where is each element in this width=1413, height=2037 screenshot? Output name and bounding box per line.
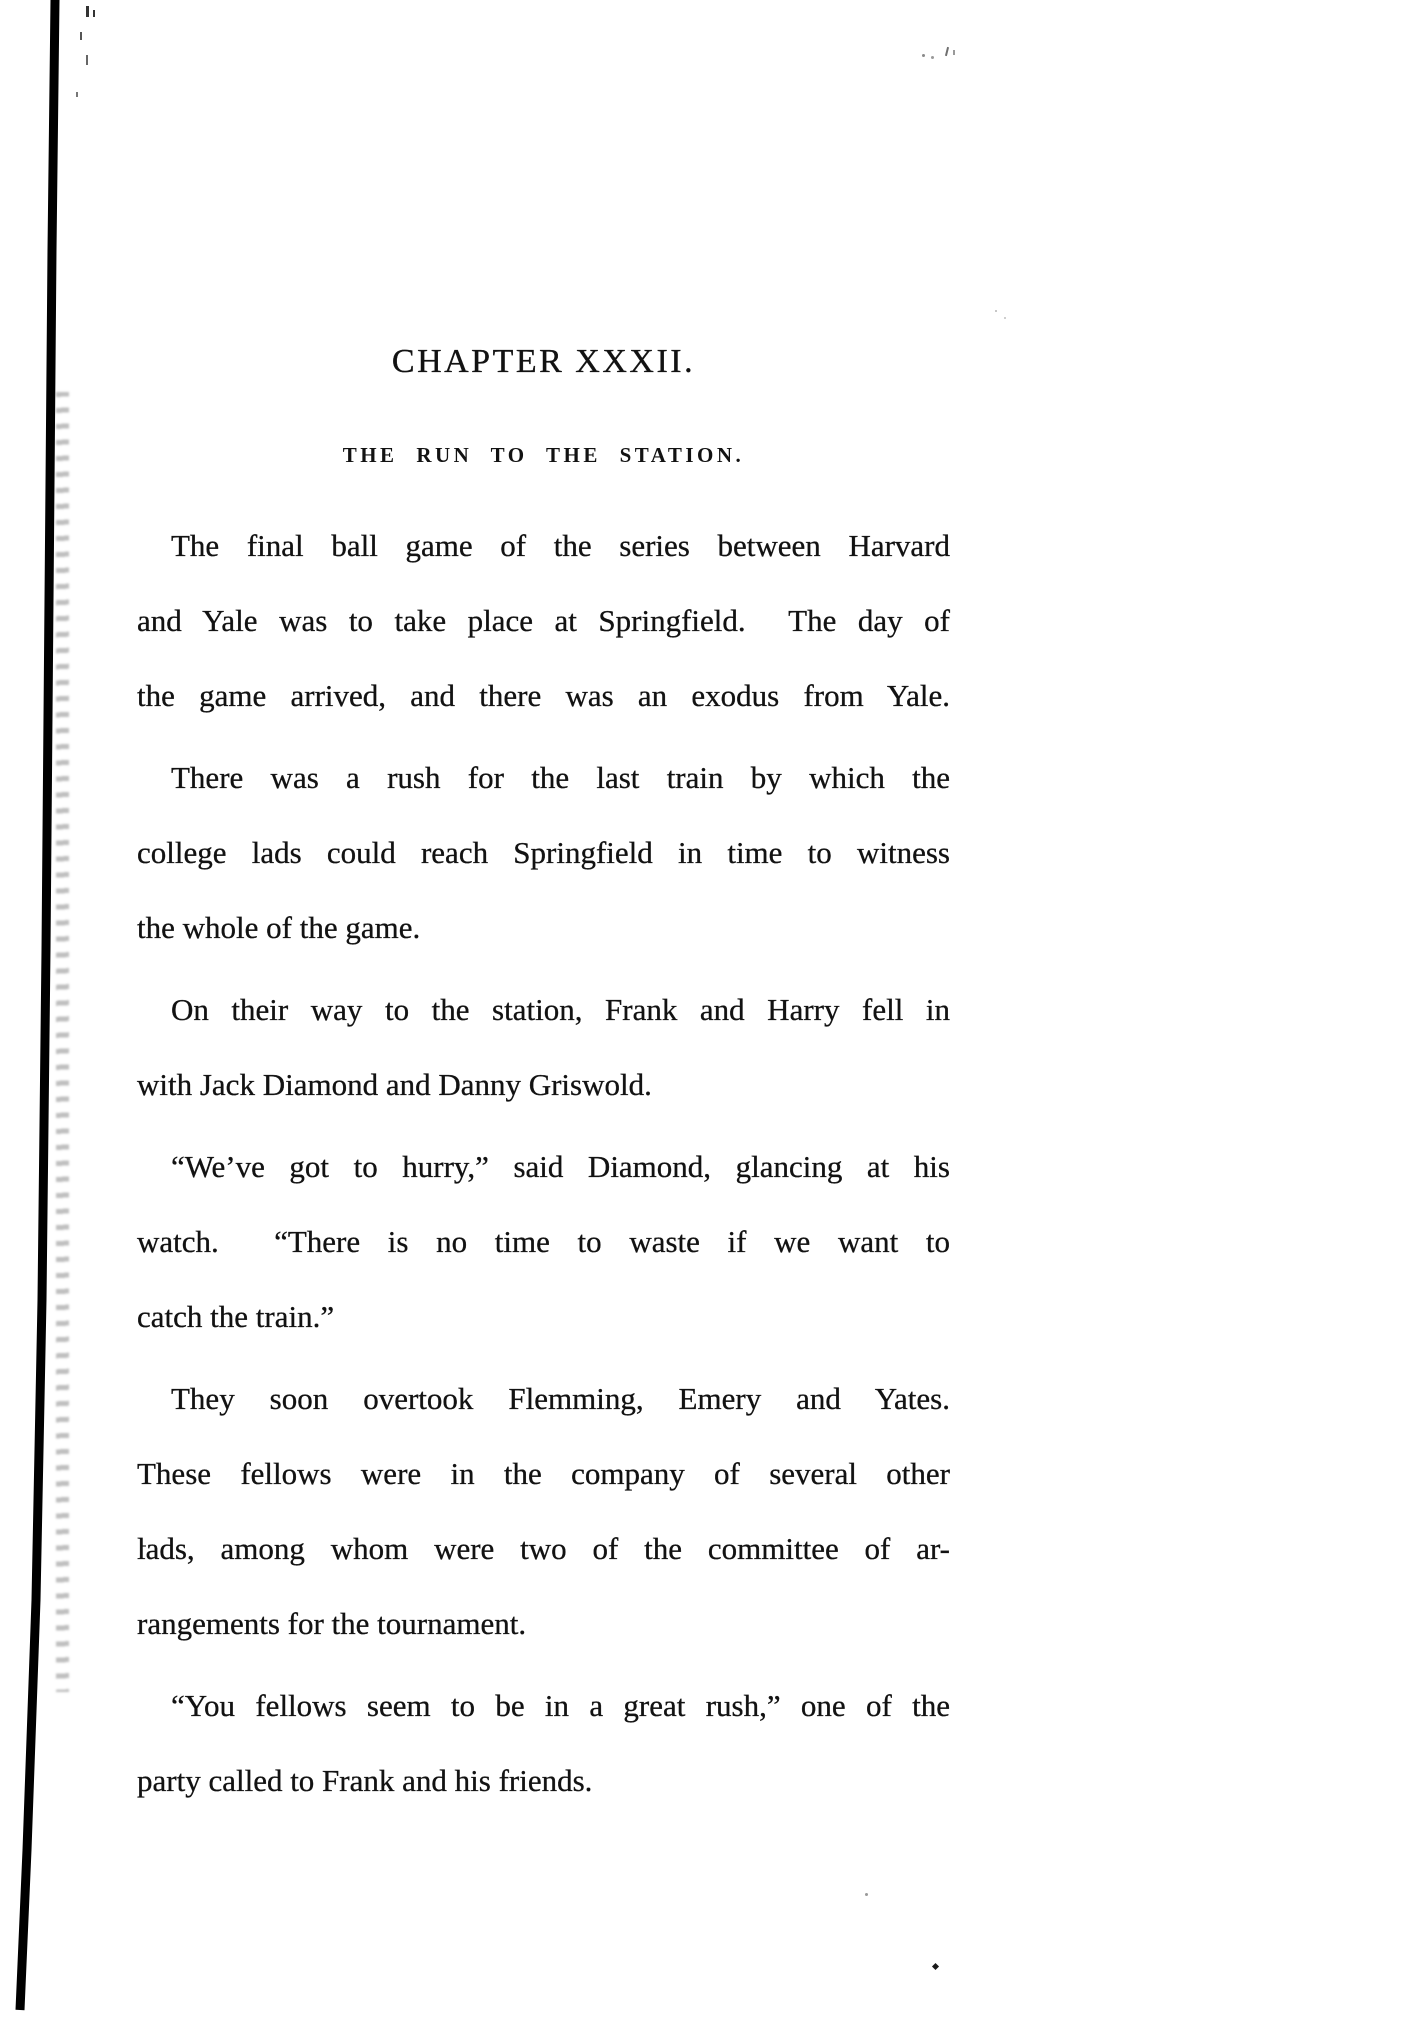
paragraph (137, 508, 950, 733)
paragraph (137, 740, 950, 965)
scan-speckle (953, 50, 955, 55)
scan-noise-strip (56, 392, 69, 1692)
text-column (137, 0, 950, 1825)
text-line: catch the train.” (137, 1299, 335, 1334)
paragraph (137, 972, 950, 1122)
text-line: The final ball game of the series between Harvard (171, 528, 950, 563)
text-line: There was a rush for the last train by which the (171, 760, 950, 795)
text-line: party called to Frank and his friends. (137, 1763, 593, 1798)
text-line: These fellows were in the company of several other (137, 1456, 950, 1491)
scan-speckle (93, 10, 95, 17)
scan-speckle (86, 6, 89, 17)
paragraph (137, 1361, 950, 1661)
text-line: “You fellows seem to be in a great rush,” one of the (171, 1688, 950, 1723)
chapter-heading: CHAPTER XXXII. (391, 343, 696, 380)
scan-speckle (865, 1893, 868, 1896)
section-title: THE RUN TO THE STATION. (342, 443, 745, 467)
text-line: “We’ve got to hurry,” said Diamond, glancing at his (171, 1149, 950, 1184)
text-line: college lads could reach Springfield in time to witness (137, 835, 950, 870)
scan-speckle (995, 310, 997, 312)
scan-speckle (80, 32, 82, 40)
text-line: They soon overtook Flemming, Emery and Yates. (171, 1381, 950, 1416)
paragraph (137, 1129, 950, 1354)
page-body (137, 508, 950, 1818)
scan-speckle (932, 1963, 939, 1970)
text-line: with Jack Diamond and Danny Griswold. (137, 1067, 652, 1102)
paragraph (137, 1668, 950, 1818)
text-line: watch. “There is no time to waste if we want to (137, 1224, 950, 1259)
text-line: lads, among whom were two of the committee of ar- (137, 1531, 950, 1566)
text-line: the game arrived, and there was an exodus from Yale. (137, 678, 950, 713)
text-line: the whole of the game. (137, 910, 421, 945)
text-line: rangements for the tournament. (137, 1606, 527, 1641)
text-line: and Yale was to take place at Springfield. The day of (137, 603, 950, 638)
scan-speckle (86, 55, 88, 65)
scan-speckle (1004, 317, 1006, 319)
scan-speckle (76, 92, 78, 97)
text-line: On their way to the station, Frank and Harry fell in (171, 992, 950, 1027)
